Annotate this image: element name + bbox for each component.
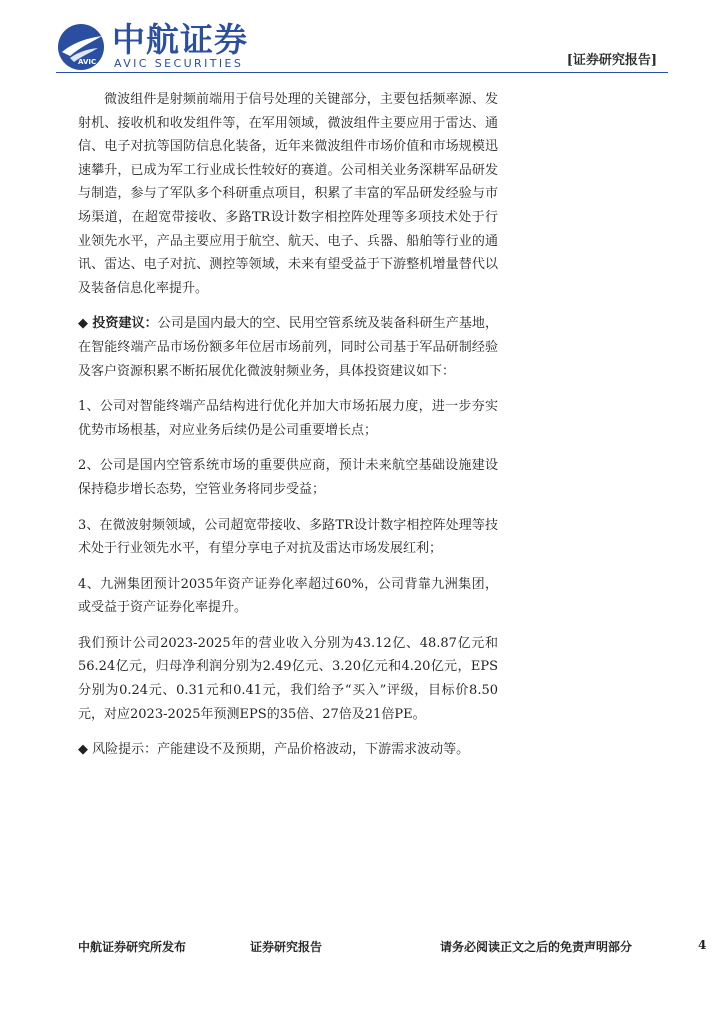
header-divider [56,72,668,73]
investment-advice-label: 投资建议： [92,316,158,332]
page-number: 4 [698,938,707,952]
footer-disclaimer: 请务必阅读正文之后的免责声明部分 [440,940,633,954]
report-tag: [证券研究报告] [566,53,657,68]
investment-advice-paragraph [78,312,498,383]
forecast-paragraph: 我们预计公司2023-2025年的营业收入分别为43.12亿、48.87亿元和56.24亿元，归母净利润分别为2.49亿元、3.20亿元和4.20亿元，EPS分别为0.24元、0.31元和0.41元，我们给予“买入”评级，目标价8.50元，对应2023-2025年预测EPS的35倍、27倍及21倍PE。 [78,635,498,722]
risk-label: 风险提示： [92,742,158,758]
risk-paragraph [78,738,498,762]
list-item: 1、公司对智能终端产品结构进行优化并加大市场拓展力度，进一步夯实优势市场根基，对应业务后续仍是公司重要增长点； [78,399,498,438]
risk-text: 产能建设不及预期，产品价格波动，下游需求波动等。 [157,742,470,758]
footer-report-type: 证券研究报告 [250,940,323,954]
report-body [78,88,498,762]
brand-name-cn: 中航证券 [112,20,248,59]
investment-advice-text: 公司是国内最大的空、民用空管系统及装备科研生产基地，在智能终端产品市场份额多年位居市场前列，同时公司基于军品研制经验及客户资源积累不断拓展优化微波射频业务，具体投资建议如下： [78,316,498,379]
svg-text:AVIC: AVIC [78,58,97,66]
list-item: 4、九洲集团预计2035年资产证券化率超过60%，公司背靠九洲集团，或受益于资产证券化率提升。 [78,576,498,616]
page-header [0,0,724,80]
diamond-bullet-icon: ◆ [78,316,89,332]
diamond-bullet-icon: ◆ [78,742,88,758]
brand-name-en: AVIC SECURITIES [114,57,244,70]
footer-publisher: 中航证券研究所发布 [78,940,187,954]
list-item: 3、在微波射频领域，公司超宽带接收、多路TR设计数字相控阵处理等技术处于行业领先水平，有望分享电子对抗及雷达市场发展红利； [78,517,498,557]
intro-paragraph: 微波组件是射频前端用于信号处理的关键部分，主要包括频率源、发射机、接收机和收发组件等，在军用领域，微波组件主要应用于雷达、通信、电子对抗等国防信息化装备，近年来微波组件市场价值和市场规模迅速攀升，已成为军工行业成长性较好的赛道。公司相关业务深耕军品研发与制造，参与了军队多个科研重点项目，积累了丰富的军品研发经验与市场渠道，在超宽带接收、多路TR设计数字相控阵处理等多项技术处于行业领先水平，产品主要应用于航空、航天、电子、兵器、船舶等行业的通讯、雷达、电子对抗、测控等领域，未来有望受益于下游整机增量替代以及装备信息化率提升。 [78,92,498,296]
list-item: 2、公司是国内空管系统市场的重要供应商，预计未来航空基础设施建设保持稳步增长态势，空管业务将同步受益； [78,458,498,497]
avic-wing-logo-icon [56,22,106,72]
